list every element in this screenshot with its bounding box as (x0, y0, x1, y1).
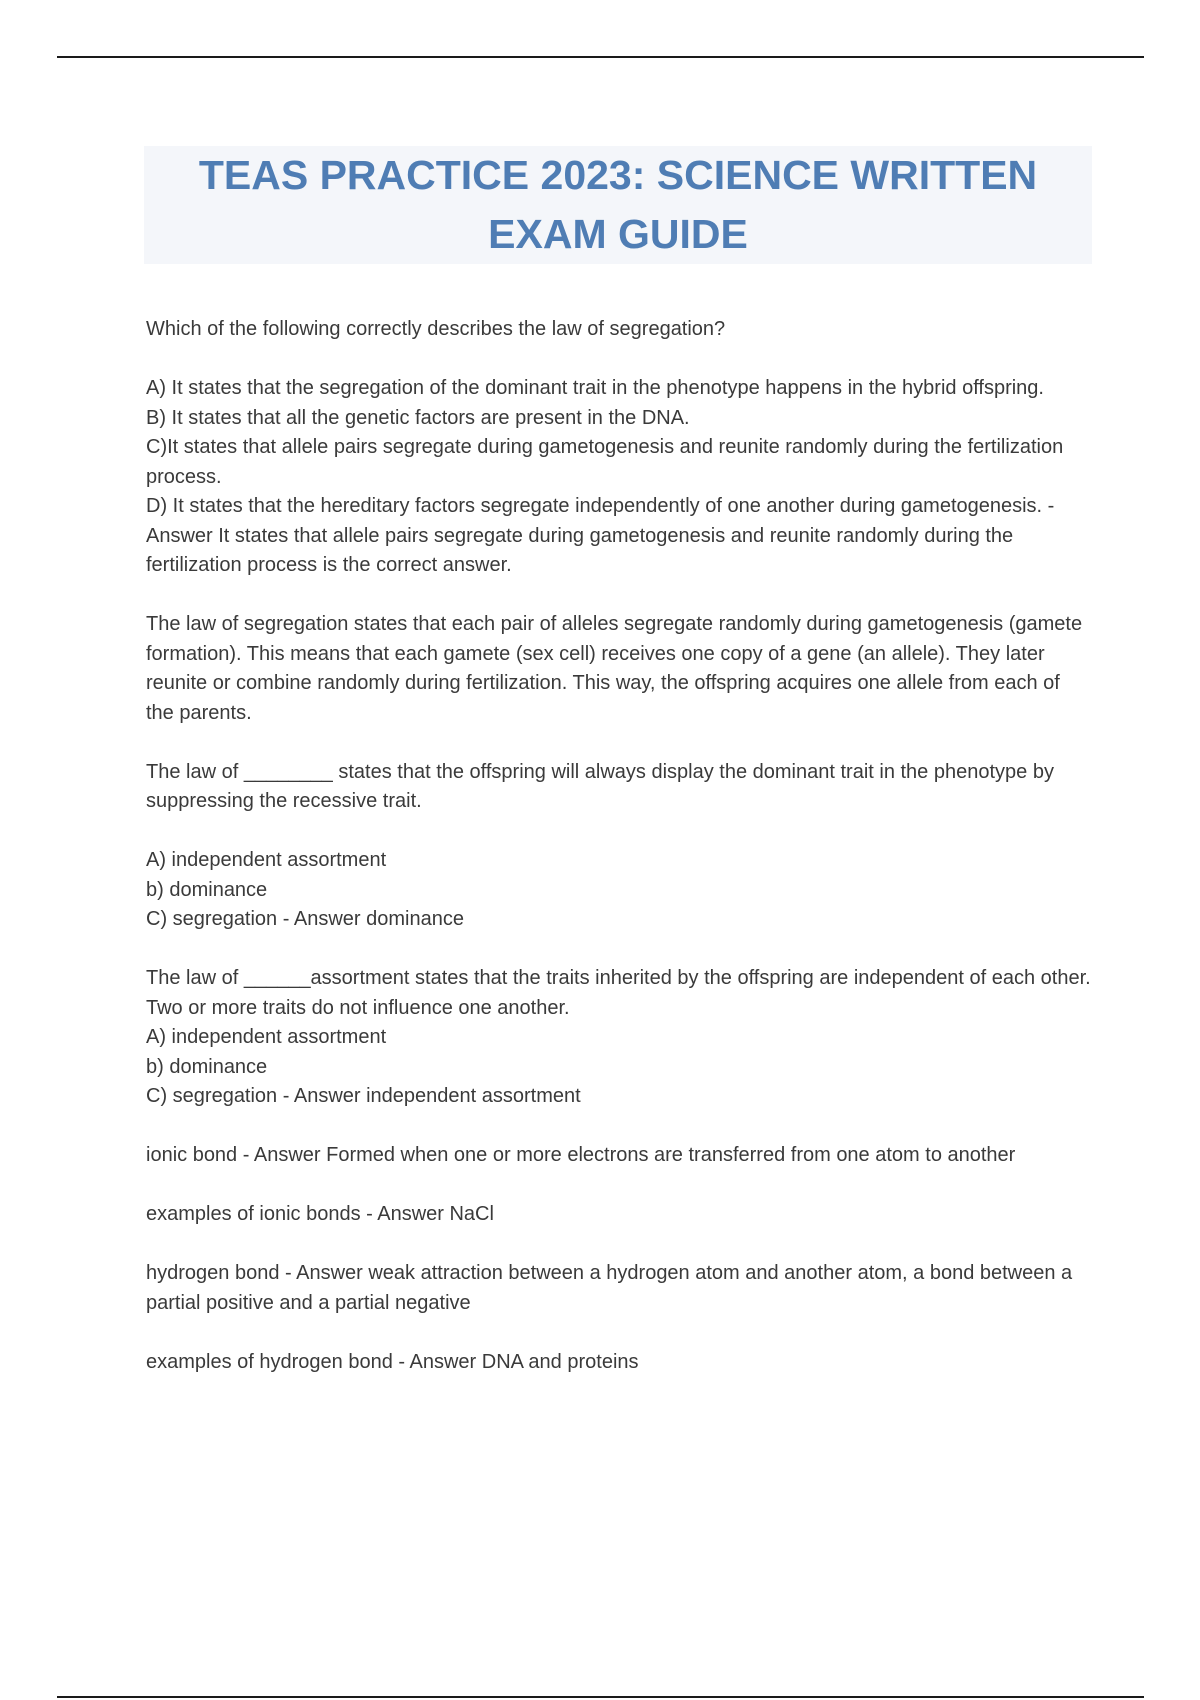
question-text: The law of ________ states that the offspring will always display the dominant trait in the phenotype by suppressing the recessive trait. (146, 760, 1054, 812)
question-2-options (146, 846, 1091, 935)
explanation-text: The law of segregation states that each pair of alleles segregate randomly during gametogenesis (gamete formation). This means that each gamete (sex cell) receives one copy of a gene (an allele). They later reunite or combine randomly during fertilization. This way, the offspring acquires one allele from each of the parents. (146, 613, 1083, 724)
term-text: examples of hydrogen bond - Answer DNA and proteins (146, 1350, 639, 1373)
term-ionic-bond-examples (146, 1200, 1091, 1230)
document-title: TEAS PRACTICE 2023: SCIENCE WRITTEN EXAM GUIDE (198, 152, 1038, 257)
question-1-prompt (146, 315, 1091, 345)
question-2-prompt (146, 758, 1091, 817)
term-text: examples of ionic bonds - Answer NaCl (146, 1203, 494, 1225)
question-1-options (146, 374, 1091, 581)
option-d-answer: D) It states that the hereditary factors segregate independently of one another during gametogenesis. - Answer It states that allele pairs segregate during gametogenesis and reunite randomly during the fertilization process is the correct answer. (146, 495, 1055, 576)
question-3 (146, 964, 1091, 1112)
term-text: hydrogen bond - Answer weak attraction between a hydrogen atom and another atom, a bond between a partial positive and a partial negative (146, 1262, 1073, 1314)
term-ionic-bond (146, 1141, 1091, 1171)
option-b: b) dominance (146, 878, 268, 901)
question-1-explanation (146, 610, 1091, 728)
top-rule (57, 56, 1144, 58)
document-body (146, 315, 1091, 1407)
term-hydrogen-bond (146, 1259, 1091, 1318)
bottom-rule (57, 1696, 1144, 1698)
option-a: A) It states that the segregation of the dominant trait in the phenotype happens in the hybrid offspring. (146, 377, 1044, 399)
question-text: Which of the following correctly describes the law of segregation? (146, 318, 726, 340)
term-text: ionic bond - Answer Formed when one or more electrons are transferred from one atom to another (146, 1144, 1016, 1166)
option-a: A) independent assortment (146, 849, 387, 871)
option-a: A) independent assortment (146, 1026, 387, 1048)
option-c: C)It states that allele pairs segregate during gametogenesis and reunite randomly during the fertilization process. (146, 436, 1064, 488)
option-b: B) It states that all the genetic factors are present in the DNA. (146, 406, 690, 429)
question-text: The law of ______assortment states that the traits inherited by the offspring are independent of each other. Two or more traits do not influence one another. (146, 967, 1091, 1019)
term-hydrogen-bond-examples (146, 1348, 1091, 1378)
option-c-answer: C) segregation - Answer dominance (146, 908, 464, 930)
option-b: b) dominance (146, 1055, 268, 1078)
option-c-answer: C) segregation - Answer independent assortment (146, 1085, 581, 1107)
